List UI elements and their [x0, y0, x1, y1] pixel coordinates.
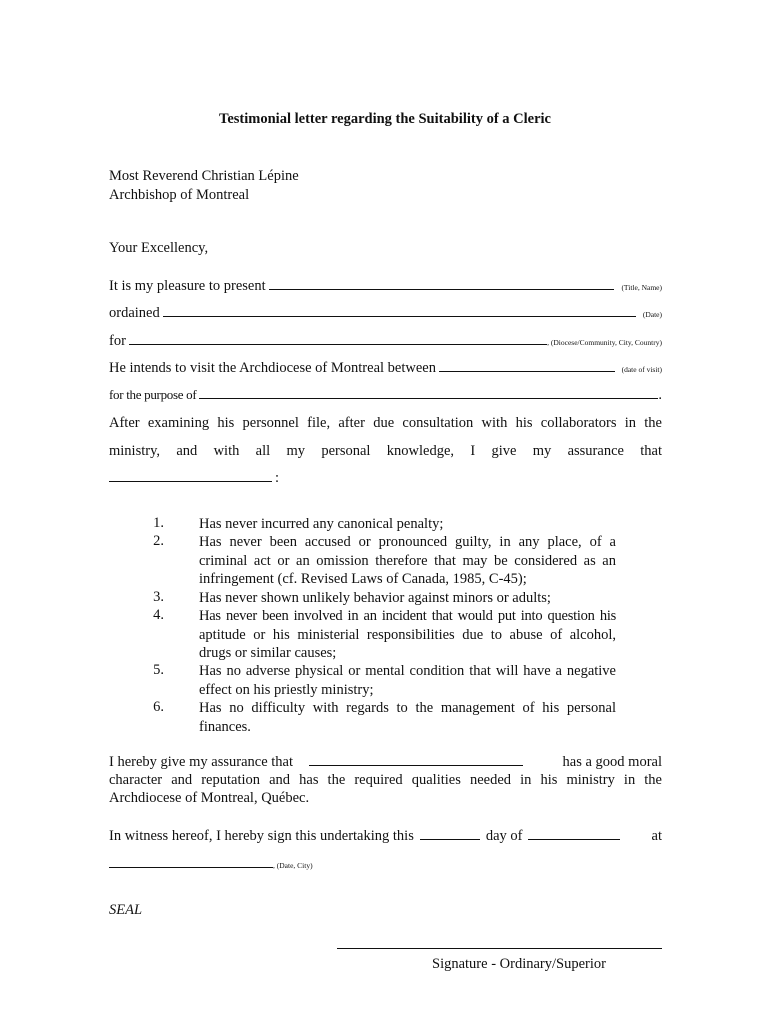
recipient-office: Archbishop of Montreal — [109, 187, 250, 203]
present-label: It is my pleasure to present — [109, 278, 266, 294]
present-note: (Title, Name) — [621, 283, 662, 292]
signature-line[interactable] — [337, 948, 662, 949]
diocese-field[interactable] — [129, 333, 547, 345]
visit-label: He intends to visit the Archdiocese of Montreal between — [109, 360, 436, 376]
assurance-line-3 — [109, 470, 279, 487]
day-of-label: day of — [485, 828, 523, 844]
moral-line-3: Archdiocese of Montreal, Québec. — [109, 790, 310, 806]
list-number: 5. — [153, 662, 164, 678]
list-item: Has no adverse physical or mental condition that will have a negative effect on his priestly ministry; — [199, 663, 616, 698]
seal-label: SEAL — [109, 902, 143, 918]
ordained-line — [109, 305, 662, 322]
date-city-note: , (Date, City) — [273, 861, 313, 870]
list-item: Has never incurred any canonical penalty; — [199, 516, 444, 532]
present-line — [109, 278, 662, 295]
diocese-line — [109, 333, 662, 350]
purpose-label: for the purpose of — [109, 387, 197, 402]
recipient-name: Most Reverend Christian Lépine — [109, 168, 299, 184]
day-field[interactable] — [420, 828, 480, 840]
list-number: 3. — [153, 589, 164, 605]
purpose-field[interactable] — [199, 387, 658, 399]
list-item: Has never been involved in an incident that would put into question his aptitude or his ministerial responsibilities due to abuse of alcohol, drugs or similar causes; — [199, 608, 616, 661]
present-name-field[interactable] — [269, 278, 615, 290]
purpose-line — [109, 387, 662, 404]
witness-line — [109, 828, 662, 845]
at-label: at — [651, 828, 662, 844]
diocese-note: , (Diocese/Community, City, Country) — [547, 338, 662, 347]
cleric-name-field[interactable] — [109, 470, 272, 482]
date-city-line — [109, 856, 313, 870]
moral-name-field[interactable] — [309, 754, 523, 766]
list-item: Has never been accused or pronounced guilty, in any place, of a criminal act or an omission therefore that may be considered as an infringement (cf. Revised Laws of Canada, 1985, C-45); — [199, 534, 616, 587]
assurance-line-1: After examining his personnel file, after due consultation with his collaborators in the — [109, 415, 662, 431]
month-field[interactable] — [528, 828, 620, 840]
for-label: for — [109, 333, 126, 349]
document-title: Testimonial letter regarding the Suitability of a Cleric — [219, 111, 551, 127]
moral-line-1 — [109, 754, 662, 771]
list-item: Has no difficulty with regards to the management of his personal finances. — [199, 700, 616, 735]
moral-start: I hereby give my assurance that — [109, 754, 293, 770]
moral-end: has a good moral — [562, 754, 662, 770]
moral-line-2: character and reputation and has the required qualities needed in his ministry in the — [109, 772, 662, 788]
visit-date-field[interactable] — [439, 360, 615, 372]
ordained-date-field[interactable] — [163, 305, 636, 317]
purpose-end: . — [658, 387, 662, 403]
list-number: 2. — [153, 533, 164, 549]
assurance-line-2: ministry, and with all my personal knowledge, I give my assurance that — [109, 443, 662, 459]
visit-line — [109, 360, 662, 377]
assurance-colon: : — [275, 470, 280, 486]
list-number: 1. — [153, 515, 164, 531]
date-city-field[interactable] — [109, 856, 273, 868]
list-number: 6. — [153, 699, 164, 715]
visit-note: (date of visit) — [621, 365, 662, 374]
list-number: 4. — [153, 607, 164, 623]
salutation: Your Excellency, — [109, 240, 209, 256]
witness-start: In witness hereof, I hereby sign this undertaking this — [109, 828, 414, 844]
ordained-note: (Date) — [642, 310, 662, 319]
list-item: Has never shown unlikely behavior against minors or adults; — [199, 590, 551, 606]
ordained-label: ordained — [109, 305, 160, 321]
signature-label: Signature - Ordinary/Superior — [432, 956, 606, 972]
